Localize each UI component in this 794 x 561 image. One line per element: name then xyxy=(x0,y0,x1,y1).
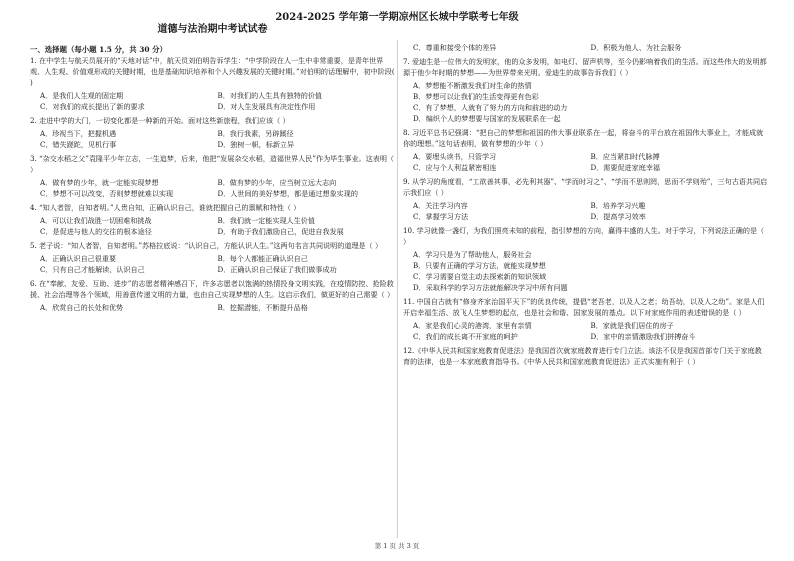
option-group xyxy=(40,129,395,151)
option: B．家就是我们居住的房子 xyxy=(590,320,674,330)
option: A．学习只是为了帮助他人，服务社会 xyxy=(413,249,532,259)
option-group xyxy=(40,178,395,200)
option: A．珍视当下，把握机遇 xyxy=(40,129,117,139)
option: A．梦想能不断激发我们对生命的热情 xyxy=(413,80,532,90)
option-group xyxy=(40,254,395,276)
left-column xyxy=(30,44,395,317)
option: D．对人生发展具有决定性作用 xyxy=(217,102,316,112)
option: A．做有梦的少年，就一定能实现梦想 xyxy=(40,178,159,188)
option: D．积极为他人、为社会服务 xyxy=(590,43,682,52)
option: B．我行我素，另辟蹊径 xyxy=(217,129,294,139)
question-text: 9. 从学习的角度看，“工欲善其事，必先利其器”、“学而时习之”、“学而不思则罔，思而不学则殆”，三句古语共同启示我们应（ ） xyxy=(403,176,768,197)
q6-continued-options xyxy=(413,43,768,54)
column-divider xyxy=(397,40,398,538)
option: C．对我们的成长提出了新的要求 xyxy=(40,102,145,112)
option-group xyxy=(40,303,395,314)
option: A．是我们人生观的固定期 xyxy=(40,91,124,101)
option: C．有了梦想，人就有了努力的方向和前进的动力 xyxy=(413,102,568,112)
option: C．我们的成长离不开家庭的呵护 xyxy=(413,331,518,341)
option: A．家是我们心灵的港湾，家里有亲情 xyxy=(413,320,532,330)
option-group xyxy=(413,321,768,343)
option: C．掌握学习方法 xyxy=(413,211,469,221)
option: C．梦想不可以改变，否则梦想就难以实现 xyxy=(40,189,174,199)
question-text: 4. “知人者智，自知者明。”人贵自知，正确认识自己，谁就把握自己的禀赋和特性（ ） xyxy=(30,203,301,213)
option: D．家中的亲情激励我们拼搏奋斗 xyxy=(590,331,696,341)
option: D．人世间的美好梦想，都是通过想象实现的 xyxy=(217,189,358,199)
option-group xyxy=(40,216,395,238)
question-text: 1. 在中学生与航天员展开的“天地对话”中，航天员刘伯明告诉学生：“中学阶段在人一生中非常重要，是青年世界观、人生观、价值观形成的关键时期，也是基础知识培养和个人兴趣发展的关键时期。”对伯明的话理解中，初中阶段( ) xyxy=(30,56,395,88)
left-question-list xyxy=(30,56,395,314)
question-text: 11. 中国自古就有“修身齐家治国平天下”的优良传统，提倡“老吾老，以及人之老；幼吾幼，以及人之幼”。家是人们开启幸福生活、放飞人生梦想的起点，也是社会和谐、国家发展的基点。以下对家庭作用的表述错误的是（ ） xyxy=(403,296,765,317)
option: A．关注学习内容 xyxy=(413,200,468,210)
option: B．应当紧扣时代脉搏 xyxy=(590,151,660,161)
question-text: 10. 学习就像一盏灯，为我们照亮未知的前程，指引梦想的方向，赢得丰盛的人生。对于学习，下列说法正确的是（ ） xyxy=(403,225,765,246)
option: C．学习需要自觉主动去探索新的知识领域 xyxy=(413,271,547,281)
option: C．尊重和接受个体的差异 xyxy=(413,43,497,52)
option: D．需要促进家庭幸福 xyxy=(590,162,661,172)
exam-title-line1: 2024-2025 学年第一学期凉州区长城中学联考七年级 xyxy=(275,12,519,23)
option: B．培养学习兴趣 xyxy=(590,200,646,210)
option: B．只要有正确的学习方法，就能实现梦想 xyxy=(413,260,546,270)
page-footer: 第 1 页 共 3 页 xyxy=(374,542,420,550)
option: D．有助于我们激励自己，促进自我发展 xyxy=(217,227,344,237)
question-text: 2. 走进中学的大门，一切变化都是一种新的开始。面对这些新旅程，我们应该（ ） xyxy=(30,116,290,126)
right-question-list xyxy=(403,57,768,368)
option: D．采取科学的学习方法就能解决学习中所有问题 xyxy=(413,282,568,292)
section-heading: 一、选择题（每小题 1.5 分，共 30 分） xyxy=(30,45,167,54)
option-group xyxy=(40,91,395,113)
exam-title-line2: 道德与法治期中考试试卷 xyxy=(157,24,268,35)
option: A．要埋头读书，只管学习 xyxy=(413,151,497,161)
question-text: 3. “杂交水稻之父”袁隆平少年立志，一生追梦，后来，他把“发展杂交水稻，造福世界人民”作为毕生事业。这表明（ ） xyxy=(30,154,395,175)
question-text: 7. 爱迪生是一位伟大的发明家，他的众多发明，如电灯、留声机等，至今仍影响着我们的生活。而这些伟大的发明都源于他少年时期的梦想——为世界带来光明。爱迪生的故事告诉我们（ ） xyxy=(403,56,767,77)
option-group xyxy=(413,250,768,294)
option: C．错失蹉跎，见机行事 xyxy=(40,140,117,150)
option-group xyxy=(413,81,768,125)
option: C．是促进与他人的交往的根本途径 xyxy=(40,227,152,237)
option: B．我们就一定能实现人生价值 xyxy=(217,216,315,226)
right-column xyxy=(403,42,768,370)
option: B．每个人都能正确认识自己 xyxy=(217,254,308,264)
option: D．独树一帜，标新立异 xyxy=(217,140,295,150)
question-text: 8. 习近平总书记强调：“把自己的梦想和祖国的伟大事业联系在一起，将奋斗的平台放在祖国伟大事业上，才能成就你的理想。”这句话表明，做有梦想的少年（ ） xyxy=(403,127,764,148)
option-group xyxy=(413,201,768,223)
question-text: 5. 老子说：“知人者智，自知者明。”苏格拉底说：“认识自己，方能认识人生。”这两句名言共同说明的道理是（ ） xyxy=(30,241,383,251)
option: B．做有梦的少年，应当树立远大志向 xyxy=(217,178,337,188)
option: C．只有自己才能解读、认识自己 xyxy=(40,265,145,275)
option: D．正确认识自己保证了我们做事成功 xyxy=(217,265,337,275)
option: D．提高学习效率 xyxy=(590,211,646,221)
option: A．可以让我们战胜一切困难和挑战 xyxy=(40,216,152,226)
option: B．对我们的人生具有独特的价值 xyxy=(217,91,323,101)
option-group xyxy=(413,152,768,174)
option: B．挖掘潜能，不断提升品格 xyxy=(217,303,308,313)
question-text: 6. 在“奉献、友爱、互助、进步”的志愿者精神感召下，许多志愿者以饱满的热情投身文明实践，在疫情防控、抢险救援、社会治理等各个领域，用善意传递文明的力量，也由自己实现梦想的人生。这启示我们，做更好的自己需要（ ） xyxy=(30,279,395,300)
option: A．正确认识自己很重要 xyxy=(40,254,117,264)
option: D．编织个人的梦想要与国家的发展联系在一起 xyxy=(413,113,561,123)
option: C．应与个人利益紧密相连 xyxy=(413,162,497,172)
option: A．欣赏自己的长处和优势 xyxy=(40,303,124,313)
question-text: 12.《中华人民共和国家庭教育促进法》是我国首次就家庭教育进行专门立法。该法不仅是我国首部专门关于家庭教育的法律，也是一本家庭教育指导书。《中华人民共和国家庭教育促进法》正式实施有利于（ ） xyxy=(403,345,762,366)
option: B．梦想可以让我们的生活变得更有色彩 xyxy=(413,91,539,101)
